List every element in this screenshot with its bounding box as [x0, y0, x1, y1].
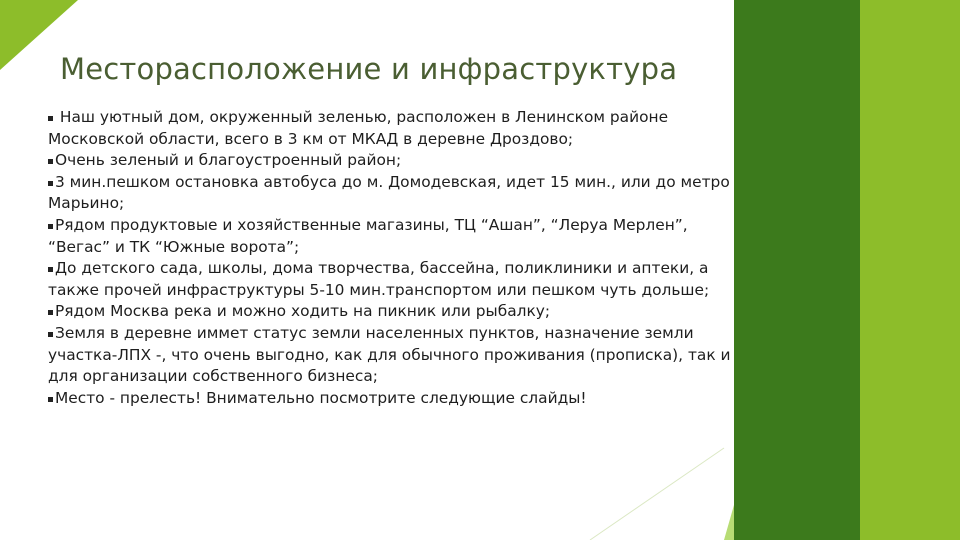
list-item: [48, 258, 734, 301]
list-item-text: Рядом продуктовые и хозяйственные магазины, ТЦ “Ашан”, “Леруа Мерлен”, “Вегас” и ТК “Южные ворота”;: [48, 215, 688, 256]
bullet-square-icon: [48, 267, 53, 272]
list-item-text: Место - прелесть! Внимательно посмотрите следующие слайды!: [55, 388, 587, 407]
bullet-square-icon: [48, 159, 53, 164]
list-item-text: Земля в деревне иммет статус земли населенных пунктов, назначение земли участка-ЛПХ -, что очень выгодно, как для обычного проживания (прописка), так и для организации собственного бизнеса;: [48, 323, 731, 386]
bullet-square-icon: [48, 332, 53, 337]
list-item: [48, 323, 734, 388]
list-item: [48, 301, 734, 323]
list-item-text: Рядом Москва река и можно ходить на пикник или рыбалку;: [55, 302, 551, 321]
right-lime-band: [860, 0, 960, 540]
list-item-text: 3 мин.пешком остановка автобуса до м. Домодевская, идет 15 мин., или до метро Марьино;: [48, 172, 730, 213]
bullet-square-icon: [48, 397, 53, 402]
slide-title: Месторасположение и инфраструктура: [60, 52, 678, 86]
bullet-list: [48, 107, 734, 409]
bullet-square-icon: [48, 310, 53, 315]
bullet-square-icon: [48, 116, 53, 121]
list-item-text: Очень зеленый и благоустроенный район;: [55, 151, 402, 170]
list-item: [48, 215, 734, 258]
list-item-text: Наш уютный дом, окруженный зеленью, расположен в Ленинском районе Московской области, всего в 3 км от МКАД в деревне Дроздово;: [48, 108, 669, 148]
list-item: [48, 172, 734, 215]
bullet-square-icon: [48, 181, 53, 186]
list-item: [48, 150, 734, 172]
right-dark-band: [734, 0, 860, 540]
diagonal-line: [590, 448, 724, 540]
list-item: [48, 388, 734, 410]
bullet-square-icon: [48, 224, 53, 229]
list-item-text: До детского сада, школы, дома творчества, бассейна, поликлиники и аптеки, а также прочей инфраструктуры 5-10 мин.транспортом или пешком чуть дольше;: [48, 259, 710, 299]
list-item: [48, 107, 734, 150]
